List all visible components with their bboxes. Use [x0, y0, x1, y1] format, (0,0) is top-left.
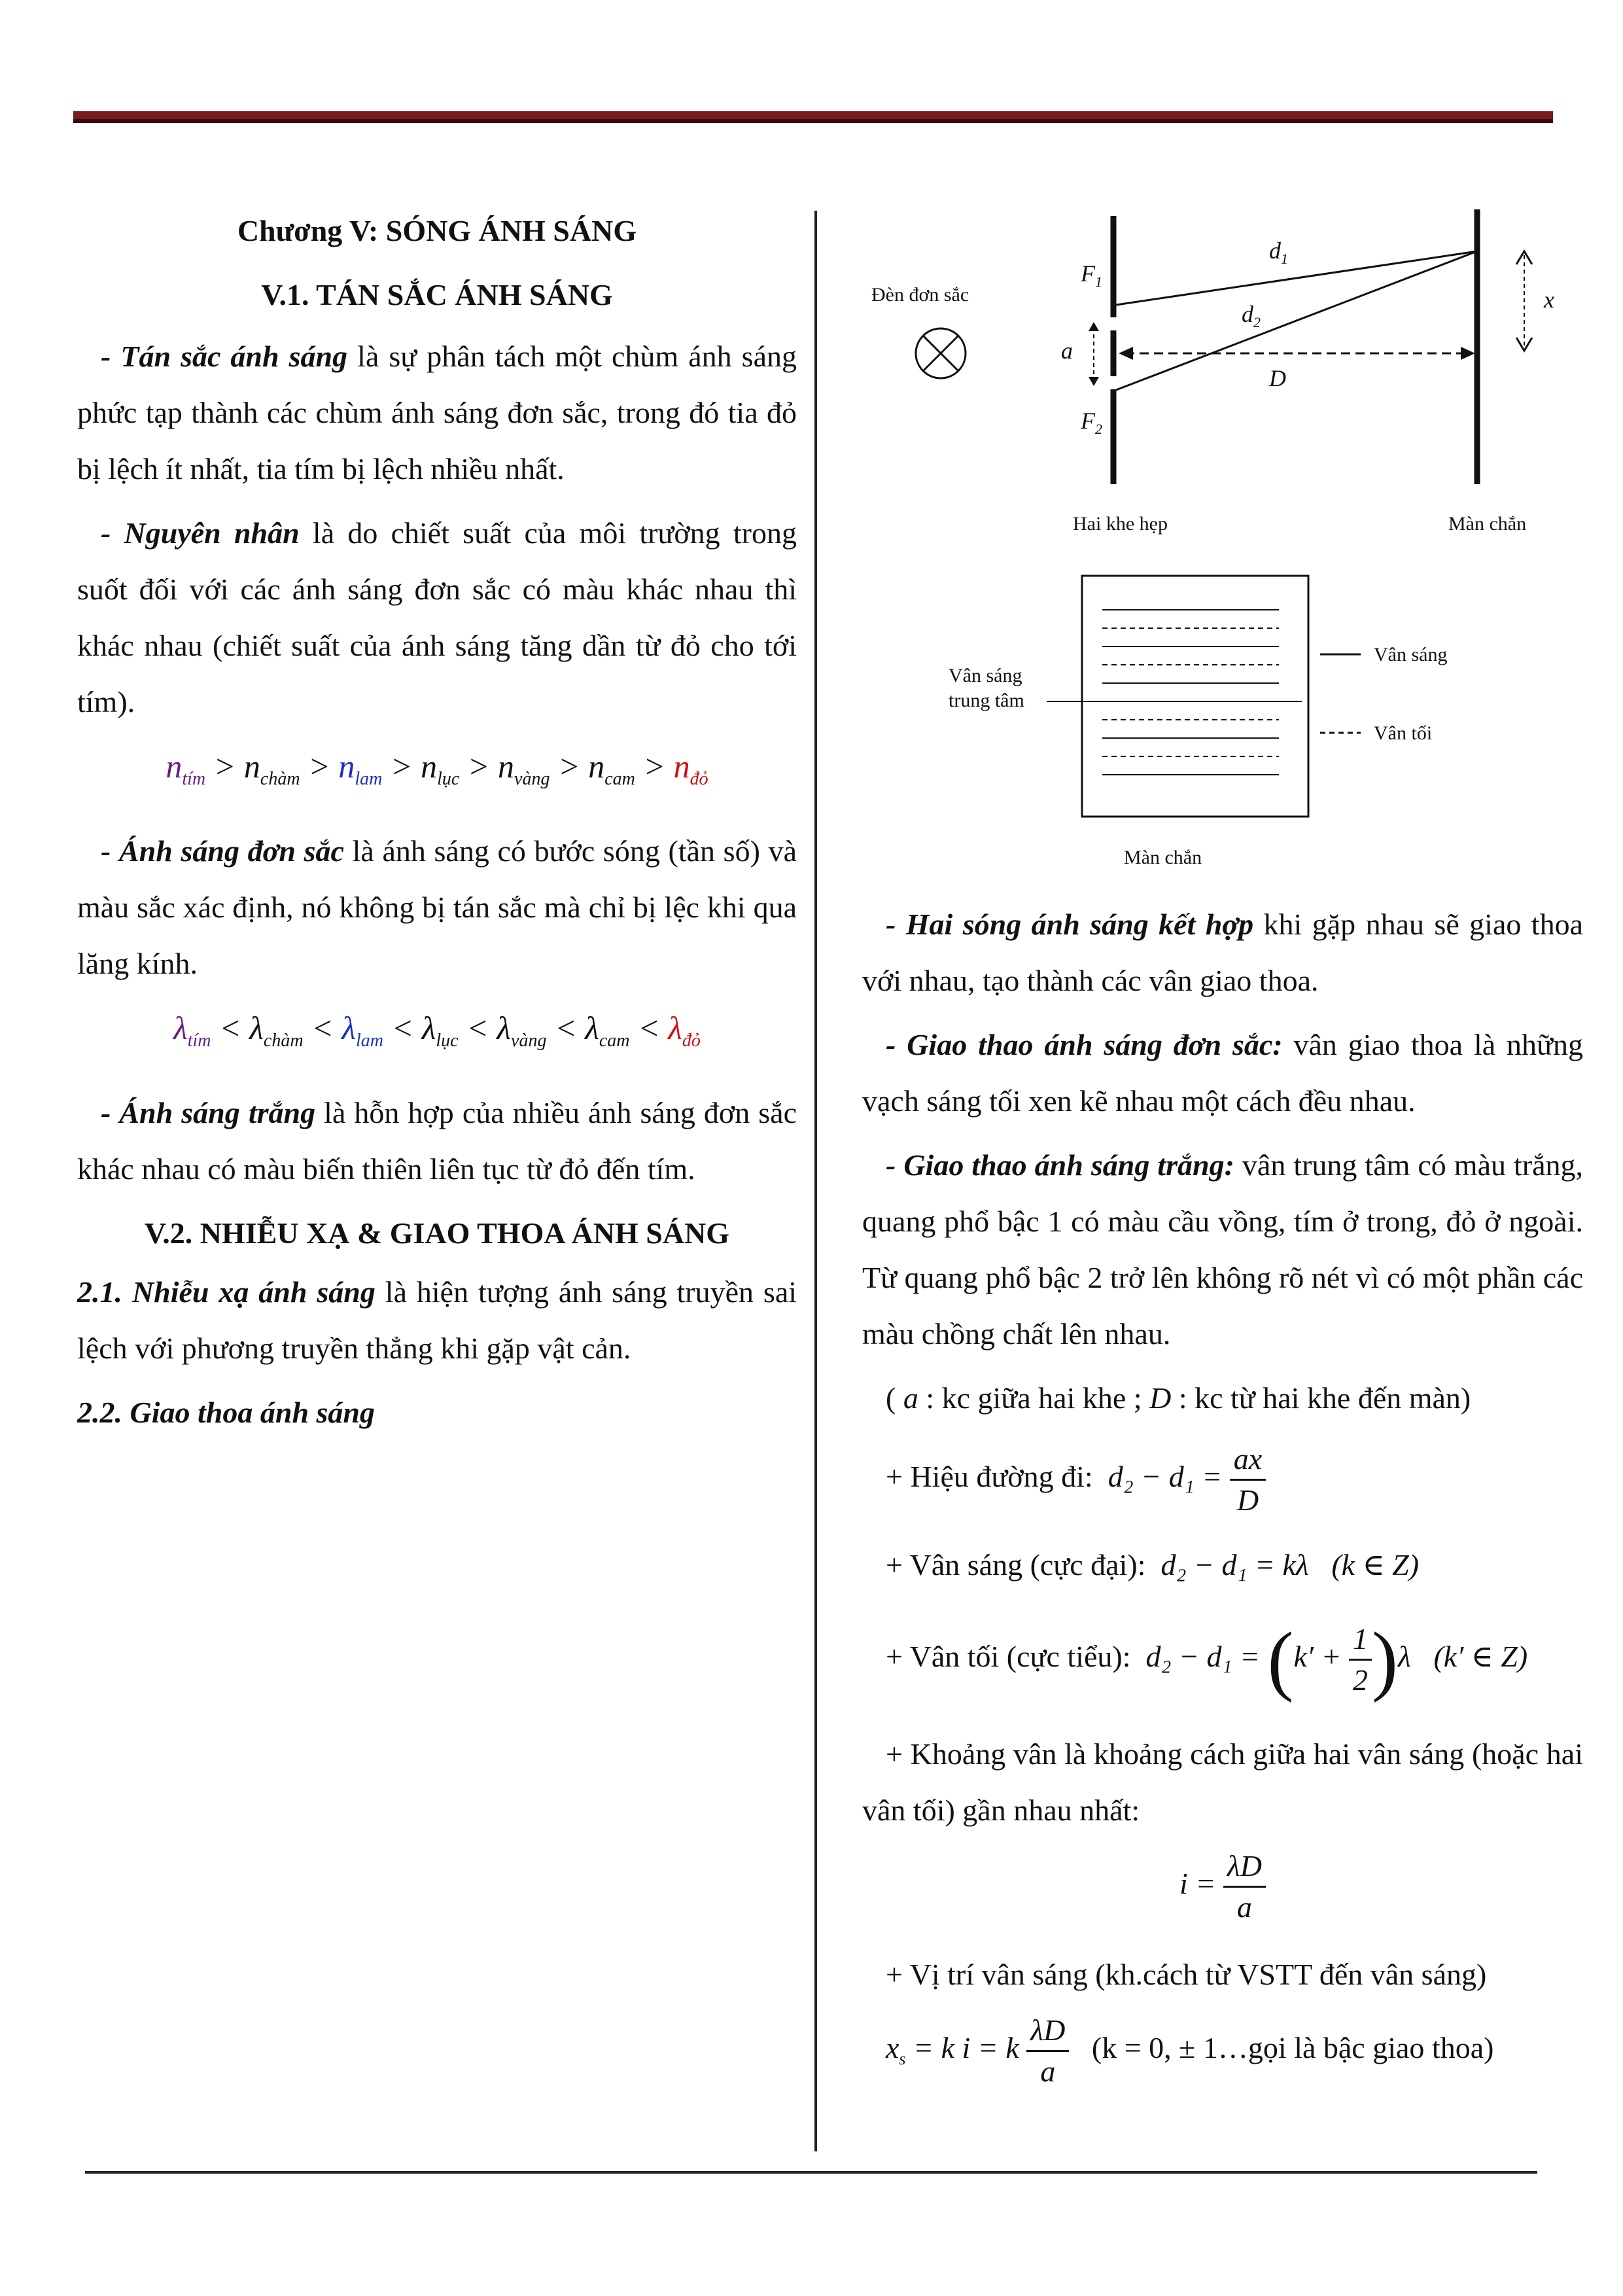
a-arrow: [1089, 322, 1099, 386]
fringe-lines: [1047, 610, 1302, 775]
legend-bright: Vân sáng: [1374, 644, 1448, 665]
term-diffraction: 2.1. Nhiễu xạ ánh sáng: [77, 1275, 375, 1309]
paragraph-diffraction: [77, 1264, 797, 1377]
legend-dark: Vân tối: [1374, 722, 1433, 744]
central-label-2: trung tâm: [949, 690, 1024, 711]
text-white-interference: vân trung tâm có màu trắng, quang phổ bậc 1 có màu cầu vồng, tím ở trong, đỏ ở ngoài. Từ quang phổ bậc 2 trở lên không rõ nét vì có một phần các màu chồng chất lên nhau.: [862, 1148, 1584, 1351]
fringe-screen: [1082, 576, 1308, 817]
screen2-label: Màn chắn: [1124, 847, 1202, 868]
path-difference: + Hiệu đường đi: d₂ − d₁ = $\frac{ax}{D}$: [862, 1439, 1583, 1520]
diagram-svg: [850, 196, 1609, 883]
right-column: [862, 896, 1583, 2091]
d1-label: $d_1$: [1269, 238, 1288, 267]
screen-label: Màn chắn: [1448, 513, 1527, 535]
f2-label: $F_2$: [1081, 408, 1102, 437]
section2-title: V.2. NHIỄU XẠ & GIAO THOA ÁNH SÁNG: [144, 1216, 730, 1250]
text-white-light: là hỗn hợp của nhiều ánh sáng đơn sắc khác nhau có màu biến thiên liên tục từ đỏ đến tím.: [77, 1096, 797, 1186]
term-monochromatic: - Ánh sáng đơn sắc: [101, 834, 344, 868]
paragraph-mono-interference: [862, 1017, 1583, 1129]
column-divider: [814, 211, 817, 2151]
paragraph-white-light: [77, 1085, 797, 1197]
half-fraction: $\frac{1}{2}$: [1349, 1619, 1372, 1700]
paragraph-coherent: [862, 896, 1583, 1009]
text-coherent: khi gặp nhau sẽ giao thoa với nhau, tạo thành các vân giao thoa.: [862, 908, 1583, 997]
n-indigo: $n_{chàm}$: [243, 748, 300, 789]
text-dispersion: là sự phân tách một chùm ánh sáng phức tạp thành các chùm ánh sáng đơn sắc, trong đó tia đỏ bị lệch ít nhất, tia tím bị lệch nhiều nhất.: [77, 340, 797, 486]
term-white-interference: - Giao thao ánh sáng trắng:: [886, 1148, 1234, 1182]
n-green: $n_{lục}$: [421, 748, 460, 789]
paragraph-cause: [77, 505, 797, 730]
n-orange: $n_{cam}$: [588, 748, 635, 789]
left-column: [77, 203, 797, 1449]
path-fraction: $\frac{ax}{D}$: [1230, 1439, 1266, 1520]
paragraph-monochromatic: [77, 823, 797, 992]
n-blue: $n_{lam}$: [338, 748, 383, 789]
slits-label: Hai khe hẹp: [1073, 513, 1168, 535]
bright-fringe-condition: + Vân sáng (cực đại): d₂ − d₁ = kλ (k ∈ Z): [886, 1548, 1420, 1581]
term-cause: - Nguyên nhân: [101, 516, 300, 550]
bright-position-formula: $x_s = k$ i = k $\frac{\lambda D}{a}$ (k = 0, ± 1…gọi là bậc giao thoa): [862, 2011, 1583, 2091]
f1-label: $F_1$: [1081, 260, 1102, 290]
header-rule: [73, 111, 1553, 123]
ray-d1: [1116, 251, 1477, 305]
lamp-label: Đèn đơn sắc: [871, 284, 969, 306]
central-label-1: Vân sáng: [949, 665, 1022, 686]
text-mono-interference: vân giao thoa là những vạch sáng tối xen kẽ nhau một cách đều nhau.: [862, 1028, 1583, 1118]
term-coherent: - Hai sóng ánh sáng kết hợp: [886, 908, 1254, 941]
footer-rule: [85, 2171, 1537, 2174]
term-white-light: - Ánh sáng trắng: [101, 1096, 316, 1129]
n-yellow: $n_{vàng}$: [498, 748, 550, 789]
lambda-yellow: $\lambda_{vàng}$: [497, 1010, 547, 1051]
n-violet: $n_{tím}$: [166, 748, 206, 789]
lambda-red: $\lambda_{đỏ}$: [668, 1010, 701, 1051]
a-label: a: [1061, 338, 1073, 364]
note-symbols: ( a : kc giữa hai khe ; D : kc từ hai khe đến màn): [886, 1381, 1471, 1415]
interference-diagram: [850, 196, 1609, 883]
lambda-violet: $\lambda_{tím}$: [173, 1010, 211, 1051]
lambda-indigo: $\lambda_{chàm}$: [249, 1010, 304, 1051]
fringe-fraction: $\frac{\lambda D}{a}$: [1223, 1846, 1266, 1927]
lambda-blue: $\lambda_{lam}$: [341, 1010, 383, 1051]
term-dispersion: - Tán sắc ánh sáng: [101, 340, 348, 373]
paragraph-interference-heading: [77, 1385, 797, 1441]
paragraph-dispersion: [77, 328, 797, 497]
text-monochromatic: là ánh sáng có bước sóng (tần số) và màu sắc xác định, nó không bị tán sắc mà chỉ bị lệc khi qua lăng kính.: [77, 834, 797, 980]
D-arrow: [1119, 347, 1475, 360]
term-mono-interference: - Giao thao ánh sáng đơn sắc:: [886, 1028, 1283, 1061]
lamp-icon: [916, 328, 966, 378]
n-red: $n_{đỏ}$: [673, 748, 708, 789]
formula-refractive-index: $n_{tím} > n_{chàm} > n_{lam} > n_{lục} > n_{vàng} > n_{cam} > n_{đỏ}$: [166, 748, 708, 789]
d2-label: $d_2$: [1242, 301, 1261, 330]
D-label: D: [1269, 365, 1286, 391]
fringe-spacing-formula: i = $\frac{\lambda D}{a}$: [862, 1846, 1583, 1927]
x-arrow: [1516, 251, 1532, 351]
chapter-title: Chương V: SÓNG ÁNH SÁNG: [237, 214, 637, 247]
formula-wavelength: $\lambda_{tím} < \lambda_{chàm} < \lambda_{lam} < \lambda_{lục} < \lambda_{vàng} < \lambda_{cam} < \lambda_{đỏ}$: [173, 1010, 701, 1051]
fringe-spacing-text: + Khoảng vân là khoảng cách giữa hai vân sáng (hoặc hai vân tối) gần nhau nhất:: [862, 1737, 1583, 1827]
term-interference: 2.2. Giao thoa ánh sáng: [77, 1396, 375, 1429]
paragraph-white-interference: [862, 1137, 1583, 1362]
ray-d2: [1116, 251, 1477, 390]
text-cause: là do chiết suất của môi trường trong suốt đối với các ánh sáng đơn sắc có màu khác nhau thì khác nhau (chiết suất của ánh sáng tăng dần từ đỏ cho tới tím).: [77, 516, 797, 718]
position-fraction: $\frac{\lambda D}{a}$: [1026, 2011, 1069, 2091]
section1-title: V.1. TÁN SẮC ÁNH SÁNG: [261, 278, 613, 311]
lambda-green: $\lambda_{lục}$: [421, 1010, 459, 1051]
bright-position-text: + Vị trí vân sáng (kh.cách từ VSTT đến vân sáng): [886, 1958, 1487, 1991]
x-label: x: [1544, 287, 1554, 313]
dark-fringe-condition: + Vân tối (cực tiểu): d₂ − d₁ = (k′ + $\frac{1}{2}$ )λ (k′ ∈ Z): [886, 1616, 1528, 1703]
text-diffraction: là hiện tượng ánh sáng truyền sai lệch với phương truyền thẳng khi gặp vật cản.: [77, 1275, 797, 1365]
lambda-orange: $\lambda_{cam}$: [585, 1010, 630, 1051]
